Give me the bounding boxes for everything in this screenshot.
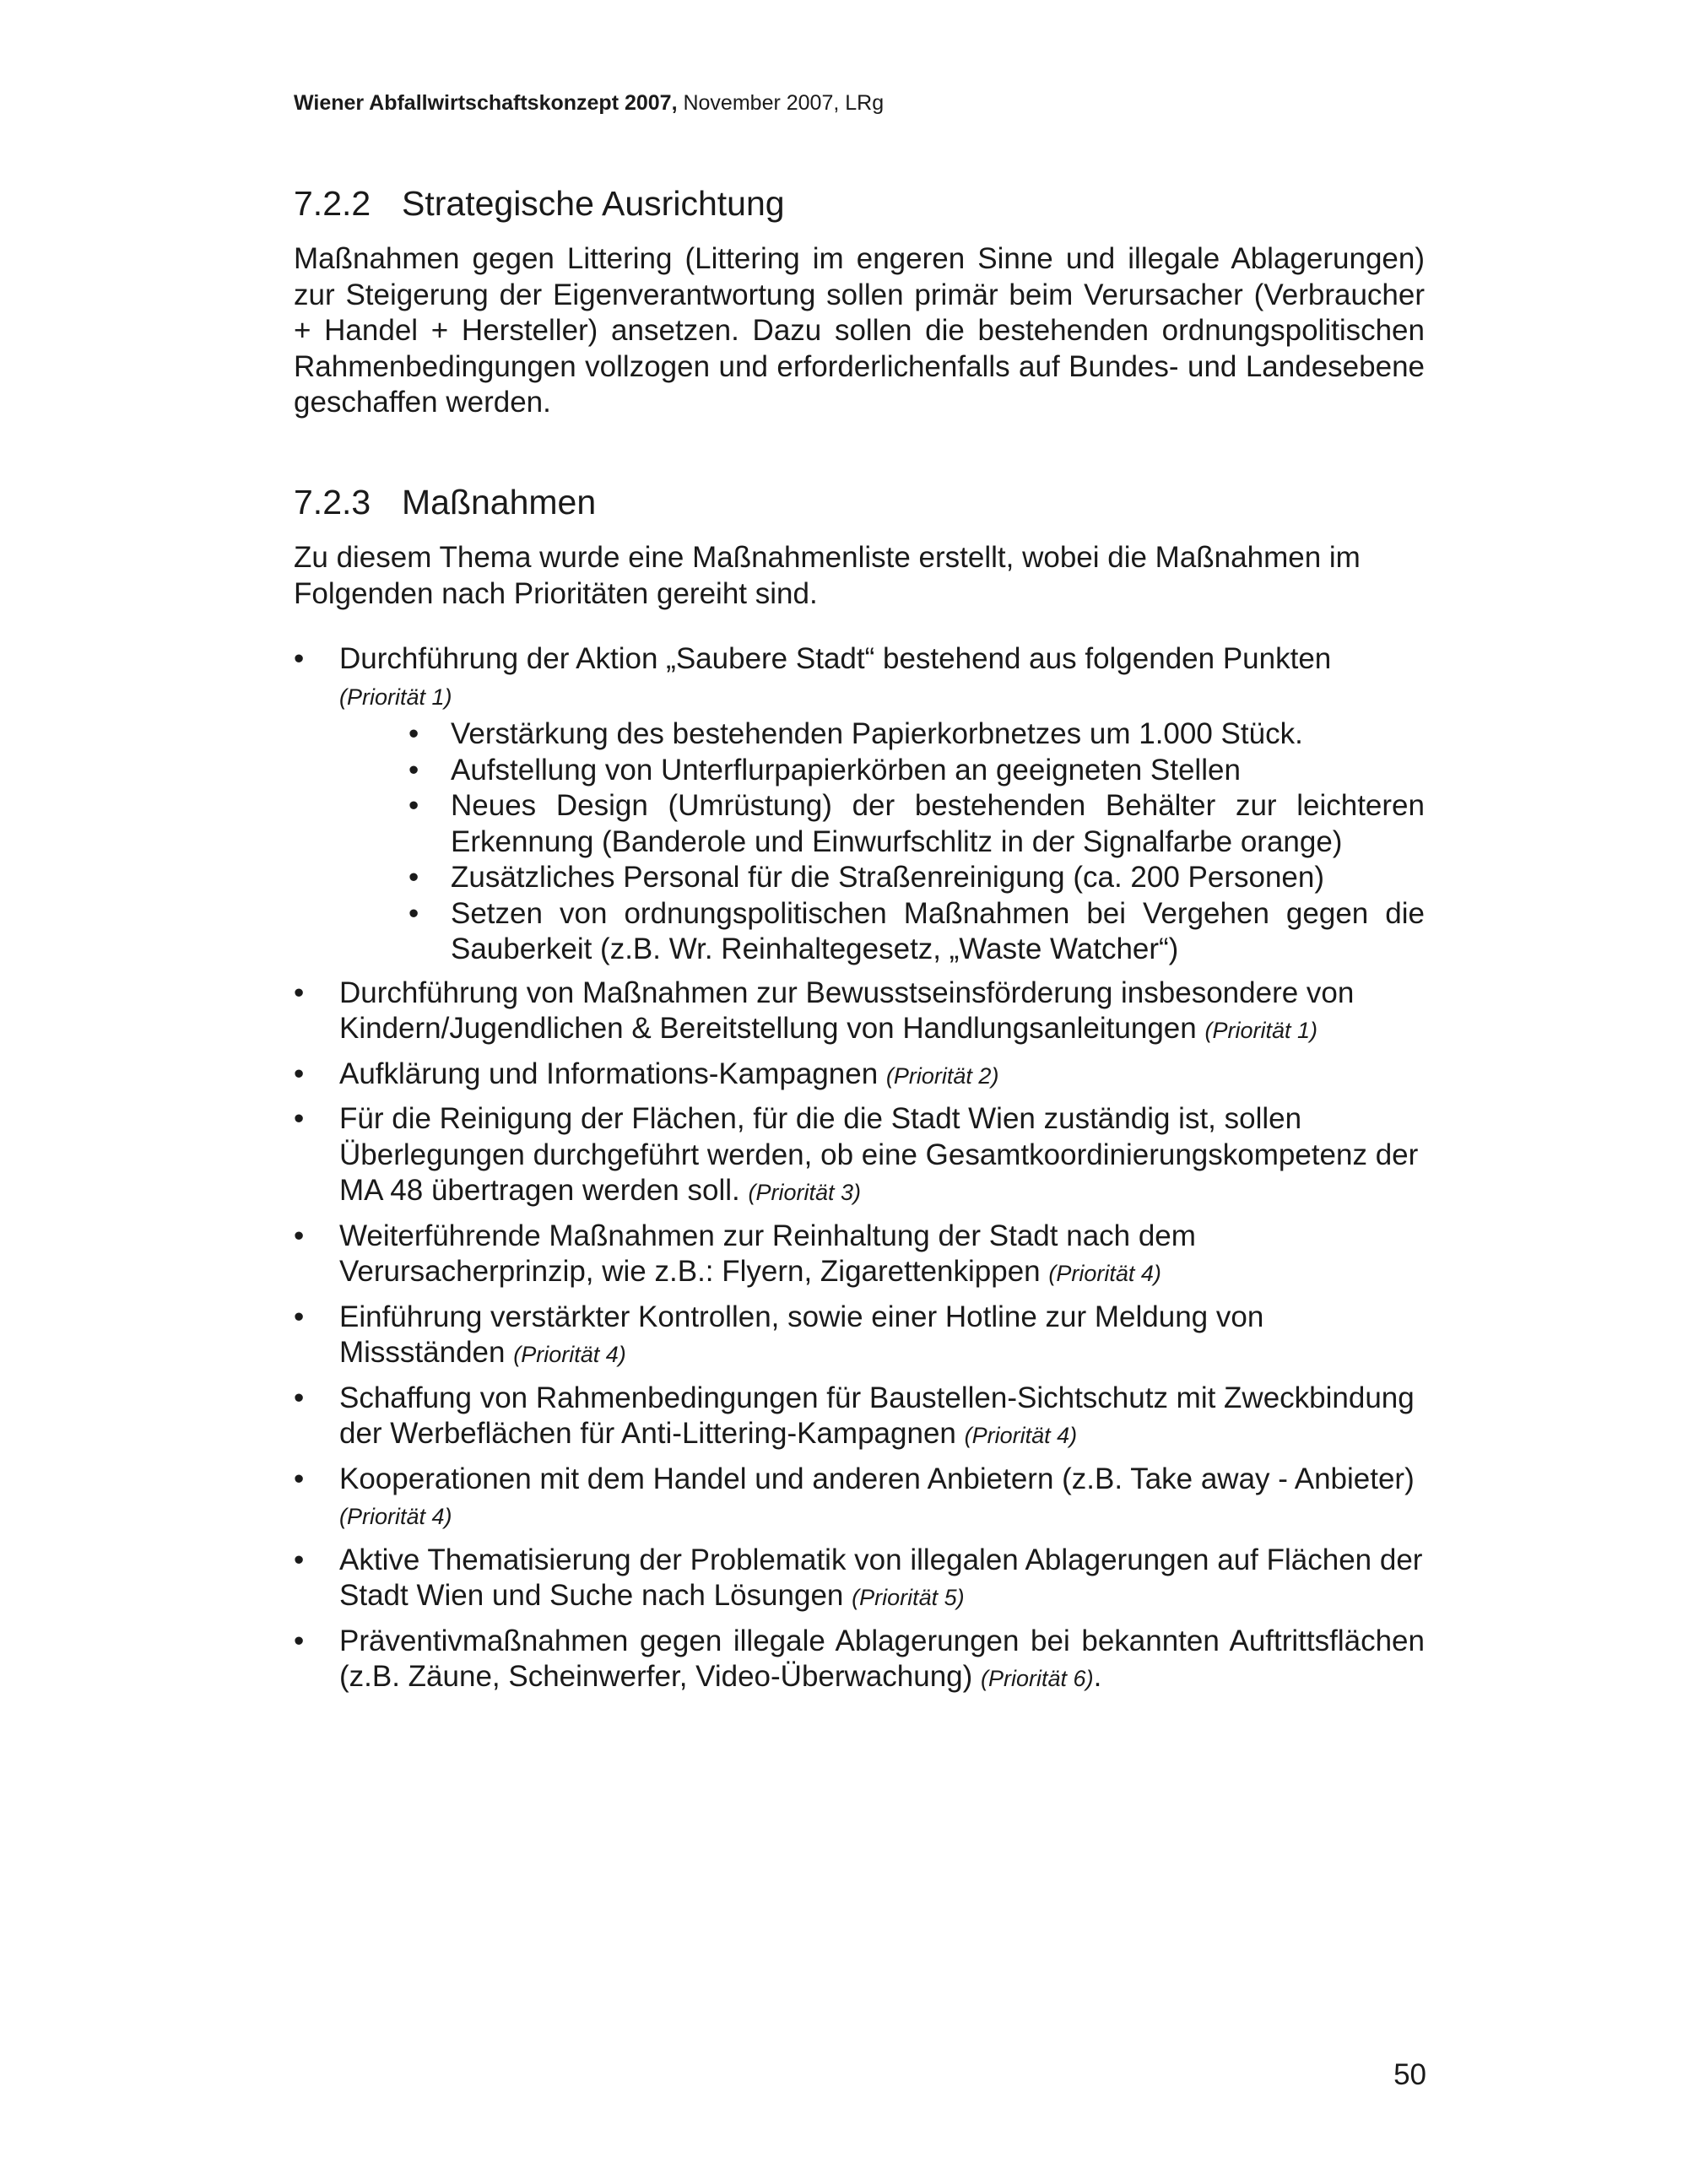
priority-label: (Priorität 4)	[964, 1423, 1078, 1448]
sub-list-item	[339, 753, 1425, 789]
list-item-text: Aufklärung und Informations-Kampagnen	[339, 1057, 879, 1090]
bullet-icon: •	[408, 753, 419, 787]
priority-label: (Priorität 2)	[885, 1062, 999, 1089]
bullet-icon: •	[294, 1543, 305, 1576]
measures-intro-paragraph: Zu diesem Thema wurde eine Maßnahmenliste erstellt, wobei die Maßnahmen im Folgenden nach Prioritäten gereiht sind.	[294, 541, 1361, 610]
sub-list-item-text: Verstärkung des bestehenden Papierkorbnetzes um 1.000 Stück.	[451, 717, 1303, 750]
priority-label: (Priorität 1)	[1204, 1018, 1317, 1043]
list-item	[294, 1381, 1425, 1454]
bullet-icon: •	[294, 1624, 305, 1657]
bullet-icon: •	[294, 1102, 305, 1135]
sub-list	[339, 716, 1425, 968]
list-item-text: Weiterführende Maßnahmen zur Reinhaltung der Stadt nach dem Verursacherprinzip, wie z.B.: Flyern, Zigarettenkippen	[339, 1219, 1196, 1288]
bullet-icon: •	[294, 642, 305, 675]
bullet-icon: •	[408, 789, 419, 822]
sub-list-item-text: Setzen von ordnungspolitischen Maßnahmen bei Vergehen gegen die Sauberkeit (z.B. Wr. Reinhaltegesetz, „Waste Watcher“)	[451, 896, 1425, 965]
list-item	[294, 1543, 1425, 1616]
bullet-icon: •	[294, 1462, 305, 1495]
sub-list-item-text: Neues Design (Umrüstung) der bestehenden Behälter zur leichteren Erkennung (Banderole und Einwurfschlitz in der Signalfarbe orange)	[451, 789, 1425, 858]
sub-list-item	[339, 896, 1425, 968]
priority-label: (Priorität 5)	[852, 1585, 965, 1610]
list-item	[294, 641, 1425, 968]
bullet-icon: •	[294, 1057, 305, 1090]
bullet-icon: •	[294, 1219, 305, 1252]
list-item	[294, 1057, 1425, 1095]
strategy-paragraph: Maßnahmen gegen Littering (Littering im engeren Sinne und illegale Ablagerungen) zur Steigerung der Eigenverantwortung sollen primär beim Verursacher (Verbraucher + Handel + Hersteller) ansetzen. Dazu sollen die bestehenden ordnungspolitischen Rahmenbedingungen vollzogen und erforderlichenfalls auf Bundes- und Landesebene geschaffen werden.	[294, 242, 1425, 419]
list-item	[294, 976, 1425, 1049]
bullet-icon: •	[294, 1300, 305, 1333]
list-item-text: Kooperationen mit dem Handel und anderen Anbietern (z.B. Take away - Anbieter)	[339, 1462, 1415, 1495]
list-item-text: Durchführung der Aktion „Saubere Stadt“ bestehend aus folgenden Punkten	[339, 642, 1332, 675]
list-item	[294, 1462, 1425, 1535]
list-item-text: Einführung verstärkter Kontrollen, sowie einer Hotline zur Meldung von Missständen	[339, 1300, 1264, 1369]
section-number: 7.2.3	[294, 483, 371, 522]
list-item-text: Für die Reinigung der Flächen, für die die Stadt Wien zuständig ist, sollen Überlegungen durchgeführt werden, ob eine Gesamtkoordinierungskompetenz der MA 48 übertragen werden soll.	[339, 1102, 1419, 1207]
list-item	[294, 1219, 1425, 1292]
section-title: Maßnahmen	[402, 483, 597, 522]
bullet-icon: •	[294, 1381, 305, 1414]
sub-list-item	[339, 716, 1425, 753]
section-number: 7.2.2	[294, 184, 371, 223]
page-number: 50	[1393, 2058, 1426, 2091]
bullet-icon: •	[408, 717, 419, 750]
bullet-icon: •	[408, 861, 419, 894]
sub-list-item-text: Aufstellung von Unterflurpapierkörben an geeigneten Stellen	[451, 753, 1241, 787]
list-item	[294, 1300, 1425, 1373]
bullet-icon: •	[408, 896, 419, 930]
header-date: November 2007, LRg	[677, 91, 885, 115]
bullet-icon: •	[294, 976, 305, 1009]
priority-label: (Priorität 6)	[981, 1666, 1094, 1691]
header-title: Wiener Abfallwirtschaftskonzept 2007,	[294, 91, 678, 115]
list-item-text: Aktive Thematisierung der Problematik von illegalen Ablagerungen auf Flächen der Stadt Wien und Suche nach Lösungen	[339, 1543, 1423, 1612]
sub-list-item	[339, 788, 1425, 860]
measures-list	[294, 641, 1425, 1697]
list-item-suffix: .	[1093, 1660, 1102, 1693]
section-heading-strategische-ausrichtung	[294, 182, 785, 224]
list-item-text: Durchführung von Maßnahmen zur Bewusstseinsförderung insbesondere von Kindern/Jugendlichen & Bereitstellung von Handlungsanleitungen	[339, 976, 1355, 1045]
list-item-text: Schaffung von Rahmenbedingungen für Baustellen-Sichtschutz mit Zweckbindung der Werbeflächen für Anti-Littering-Kampagnen	[339, 1381, 1415, 1450]
priority-label: (Priorität 1)	[339, 684, 452, 710]
priority-label: (Priorität 4)	[513, 1342, 626, 1367]
running-header	[294, 89, 884, 116]
section-title: Strategische Ausrichtung	[402, 184, 785, 223]
sub-list-item-text: Zusätzliches Personal für die Straßenreinigung (ca. 200 Personen)	[451, 861, 1324, 894]
section-heading-massnahmen	[294, 481, 596, 523]
list-item	[294, 1101, 1425, 1211]
sub-list-item	[339, 860, 1425, 896]
priority-label: (Priorität 4)	[339, 1504, 452, 1529]
list-item-text: Präventivmaßnahmen gegen illegale Ablagerungen bei bekannten Auftrittsflächen (z.B. Zäune, Scheinwerfer, Video-Überwachung)	[339, 1624, 1425, 1693]
priority-label: (Priorität 3)	[748, 1180, 861, 1205]
priority-label: (Priorität 4)	[1048, 1261, 1161, 1286]
list-item	[294, 1624, 1425, 1697]
